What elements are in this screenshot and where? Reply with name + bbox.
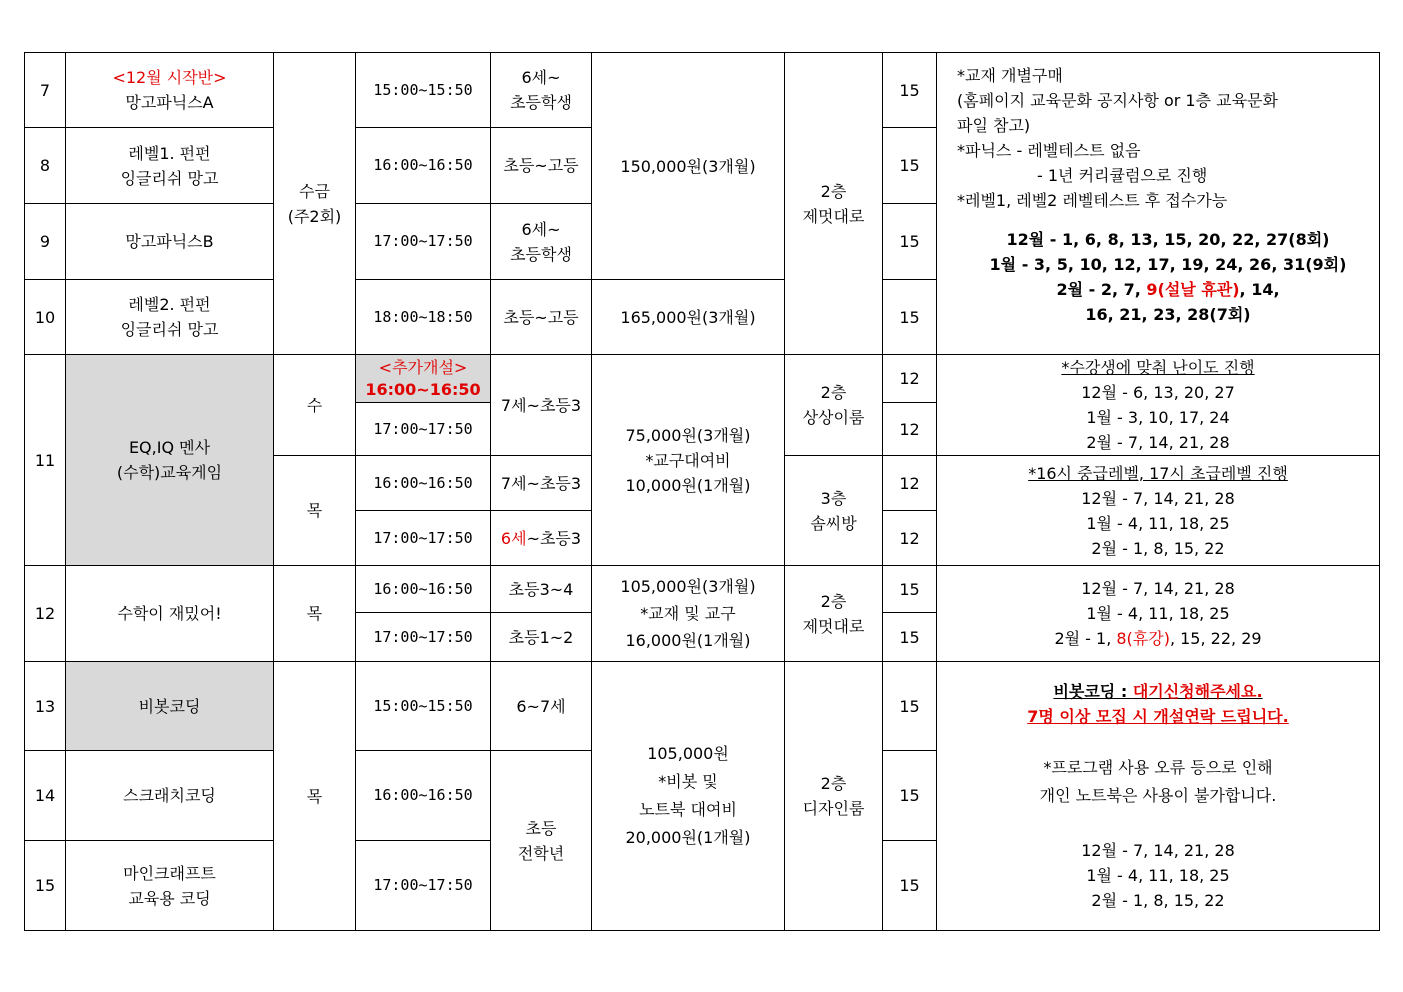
age-cell [491,751,592,931]
schedule-dates-dec: 12월 - 1, 6, 8, 13, 15, 20, 22, 27(8회) [1006,230,1330,249]
class-name-text: 마인크래프트 [123,863,216,883]
fee-text: *비봇 및 [658,772,718,791]
class-name [66,280,274,355]
age-text: 6세~ [521,68,561,87]
age-cell: 초등1~2 [491,613,592,662]
schedule-dates-dec: 12월 - 6, 13, 20, 27 [1081,383,1235,402]
schedule-dates-feb: 2월 - 7, 14, 21, 28 [1086,433,1230,452]
age-cell: 초등~고등 [491,280,592,355]
start-tag: <12월 시작반> [112,68,227,87]
row-number: 7 [25,53,66,128]
note-line: *16시 중급레벨, 17시 초급레벨 진행 [1028,463,1288,483]
schedule-dates-feb: 2월 - 2, 7, 9(설날 휴관), 14, [1056,280,1280,299]
room-floor: 2층 [820,181,847,201]
age-cell [491,511,592,566]
fee-text: 105,000원 [647,744,729,763]
notes-cell-english [937,53,1380,355]
time-cell-added [356,355,491,403]
note-line: *파닉스 - 레벨테스트 없음 [957,141,1141,160]
room-cell [785,53,883,355]
capacity-cell: 12 [883,403,937,456]
fee-text: 75,000원(3개월) [625,425,751,445]
age-cell [491,204,592,280]
schedule-dates-jan: 1월 - 3, 5, 10, 12, 17, 19, 24, 26, 31(9회) [989,255,1347,274]
age-cell: 7세~초등3 [491,355,592,456]
room-floor: 2층 [820,591,847,611]
time-cell: 16:00~16:50 [356,128,491,204]
class-name-text: 레벨2. 펀펀 [128,295,211,314]
fee-text: 16,000원(1개월) [625,631,751,650]
fee-cell [592,566,785,662]
day-text: 수금 [299,181,330,201]
room-name: 솜씨방 [810,513,857,533]
day-cell: 목 [274,566,356,662]
time-text: 16:00~16:50 [365,379,481,399]
row-number: 12 [25,566,66,662]
time-cell: 16:00~16:50 [356,566,491,613]
room-name: 제멋대로 [802,616,865,636]
age-text: 초등학생 [510,93,572,112]
age-cell: 7세~초등3 [491,456,592,511]
note-line: *수강생에 맞춰 난이도 진행 [1061,358,1255,377]
age-text: 6세~ [521,219,561,239]
time-cell: 17:00~17:50 [356,613,491,662]
row-number: 11 [25,355,66,566]
capacity-cell: 12 [883,456,937,511]
note-line: *프로그램 사용 오류 등으로 인해 [1043,758,1273,777]
age-cell: 초등3~4 [491,566,592,613]
room-floor: 2층 [820,383,847,402]
class-name: 비봇코딩 [66,662,274,751]
added-tag: <추가개설> [378,357,468,377]
capacity-cell: 15 [883,204,937,280]
age-text: 초등학생 [510,244,572,264]
fee-text: 20,000원(1개월) [625,828,751,847]
capacity-cell: 15 [883,613,937,662]
class-name-text: (수학)교육게임 [116,463,223,482]
room-name: 제멋대로 [802,206,865,226]
age-cell: 초등~고등 [491,128,592,204]
capacity-cell: 15 [883,128,937,204]
day-frequency: (주2회) [287,206,342,226]
capacity-cell: 15 [883,53,937,128]
capacity-cell: 12 [883,355,937,403]
notes-cell-thu [937,456,1380,566]
time-cell: 15:00~15:50 [356,53,491,128]
schedule-dates-feb: 2월 - 1, 8, 15, 22 [1091,538,1225,558]
class-name [66,841,274,931]
fee-text: 노트북 대여비 [639,800,737,819]
row-number: 15 [25,841,66,931]
class-name: 망고파닉스B [66,204,274,280]
time-cell: 16:00~16:50 [356,751,491,841]
schedule-dates-jan: 1월 - 3, 10, 17, 24 [1086,408,1230,427]
room-cell [785,662,883,931]
room-cell [785,456,883,566]
fee-cell [592,355,785,566]
day-cell [274,53,356,355]
row-number: 9 [25,204,66,280]
day-cell: 목 [274,456,356,566]
schedule-dates-jan: 1월 - 4, 11, 18, 25 [1086,866,1230,885]
schedule-dates-jan: 1월 - 4, 11, 18, 25 [1086,513,1230,533]
room-floor: 3층 [820,488,847,508]
schedule-dates-feb: 2월 - 1, 8, 15, 22 [1091,891,1225,910]
room-cell [785,566,883,662]
note-line: *교재 개별구매 [957,66,1063,85]
fee-cell: 150,000원(3개월) [592,53,785,280]
age-cell [491,53,592,128]
note-line: 개인 노트북은 사용이 불가합니다. [1039,786,1277,805]
time-cell: 17:00~17:50 [356,841,491,931]
room-name: 상상이룸 [802,408,865,427]
day-cell: 수 [274,355,356,456]
age-highlight: 6세 [500,528,527,548]
note-line: *레벨1, 레벨2 레벨테스트 후 접수가능 [957,191,1228,210]
fee-text: 10,000원(1개월) [625,475,751,495]
room-floor: 2층 [820,774,847,793]
schedule-dates-dec: 12월 - 7, 14, 21, 28 [1081,841,1235,860]
notes-cell-wed [937,355,1380,456]
schedule-table [24,52,1380,931]
age-text: 초등 [525,818,557,838]
capacity-cell: 15 [883,280,937,355]
age-cell: 6~7세 [491,662,592,751]
time-cell: 18:00~18:50 [356,280,491,355]
time-cell: 17:00~17:50 [356,204,491,280]
notes-cell-math [937,566,1380,662]
class-name [66,128,274,204]
row-number: 8 [25,128,66,204]
capacity-cell: 12 [883,511,937,566]
class-name-text: 망고파닉스A [125,93,214,112]
row-number: 13 [25,662,66,751]
note-line: 파일 참고) [957,116,1031,135]
class-name [66,53,274,128]
time-cell: 17:00~17:50 [356,511,491,566]
class-name-text: 교육용 코딩 [128,888,211,908]
schedule-dates-dec: 12월 - 7, 14, 21, 28 [1081,488,1235,508]
row-number: 14 [25,751,66,841]
capacity-cell: 15 [883,841,937,931]
row-number: 10 [25,280,66,355]
class-name: 수학이 재밌어! [66,566,274,662]
room-cell [785,355,883,456]
capacity-cell: 15 [883,662,937,751]
time-cell: 17:00~17:50 [356,403,491,456]
time-cell: 15:00~15:50 [356,662,491,751]
schedule-dates-feb-cont: 16, 21, 23, 28(7회) [1085,305,1251,324]
age-text: 전학년 [517,843,565,863]
class-name-text: 잉글리쉬 망고 [120,320,219,339]
time-cell: 16:00~16:50 [356,456,491,511]
class-name: 스크래치코딩 [66,751,274,841]
capacity-cell: 15 [883,751,937,841]
note-line: 7명 이상 모집 시 개설연락 드립니다. [1027,707,1289,726]
fee-text: *교구대여비 [645,450,731,470]
fee-text: 105,000원(3개월) [620,577,756,596]
fee-cell: 165,000원(3개월) [592,280,785,355]
fee-cell [592,662,785,931]
class-name [66,355,274,566]
note-line: (홈페이지 교육문화 공지사항 or 1층 교육문화 [957,91,1278,110]
capacity-cell: 15 [883,566,937,613]
room-name: 디자인룸 [802,799,865,818]
schedule-dates-feb: 2월 - 1, 8(휴강), 15, 22, 29 [1054,629,1262,648]
schedule-dates-jan: 1월 - 4, 11, 18, 25 [1086,604,1230,623]
class-name-text: 잉글리쉬 망고 [120,168,219,188]
note-line: 비봇코딩 : 대기신청해주세요. [1053,682,1263,701]
age-text: ~초등3 [526,528,582,548]
notes-cell-coding [937,662,1380,931]
class-name-text: EQ,IQ 멘사 [128,438,211,457]
fee-text: *교재 및 교구 [640,604,736,623]
class-name-text: 레벨1. 펀펀 [128,143,211,163]
schedule-dates-dec: 12월 - 7, 14, 21, 28 [1081,579,1235,598]
note-line: - 1년 커리큘럼으로 진행 [1037,166,1208,185]
day-cell: 목 [274,662,356,931]
